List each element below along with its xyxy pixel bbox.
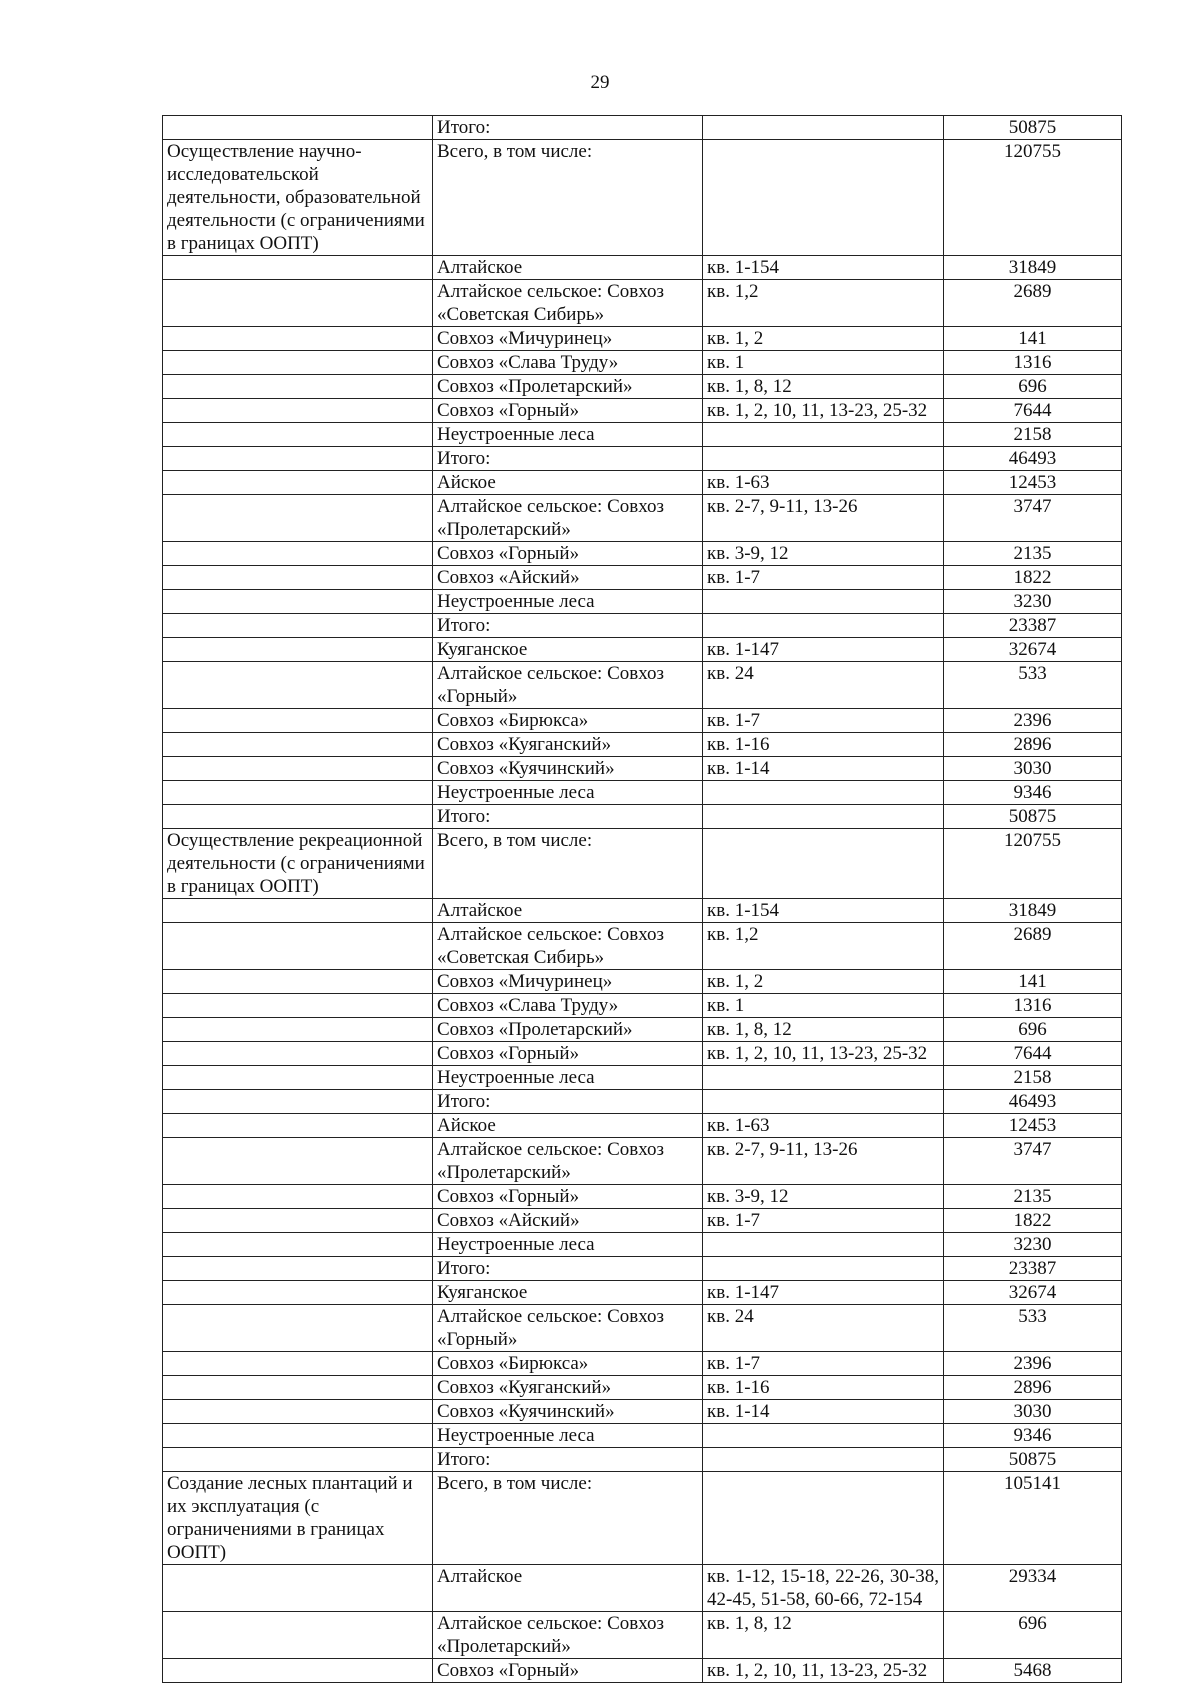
activity-cell-continuation [163, 1376, 433, 1400]
table-row [163, 1400, 1122, 1424]
area-cell: 50875 [944, 805, 1122, 829]
activity-cell-continuation [163, 1352, 433, 1376]
table-row [163, 351, 1122, 375]
forestry-cell: Алтайское [433, 1565, 703, 1612]
activity-cell-continuation [163, 1659, 433, 1683]
forestry-table [162, 115, 1122, 1683]
table-row [163, 1424, 1122, 1448]
forestry-cell: Совхоз «Слава Труду» [433, 351, 703, 375]
quarters-cell [703, 805, 944, 829]
area-cell: 23387 [944, 1257, 1122, 1281]
activity-cell-continuation [163, 1565, 433, 1612]
area-cell: 533 [944, 662, 1122, 709]
table-row [163, 1066, 1122, 1090]
quarters-cell [703, 1233, 944, 1257]
quarters-cell [703, 1424, 944, 1448]
area-cell: 1316 [944, 994, 1122, 1018]
quarters-cell [703, 829, 944, 899]
table-row [163, 662, 1122, 709]
table-row [163, 899, 1122, 923]
area-cell: 29334 [944, 1565, 1122, 1612]
quarters-cell: кв. 1, 2 [703, 327, 944, 351]
forestry-cell: Совхоз «Горный» [433, 399, 703, 423]
quarters-cell: кв. 1-7 [703, 566, 944, 590]
quarters-cell: кв. 1, 8, 12 [703, 375, 944, 399]
area-cell: 12453 [944, 1114, 1122, 1138]
area-cell: 7644 [944, 1042, 1122, 1066]
quarters-cell: кв. 1 [703, 994, 944, 1018]
area-cell: 1822 [944, 566, 1122, 590]
forestry-cell: Алтайское сельское: Совхоз «Пролетарский» [433, 1138, 703, 1185]
area-cell: 3030 [944, 1400, 1122, 1424]
forestry-cell: Неустроенные леса [433, 1233, 703, 1257]
table-body [163, 116, 1122, 1683]
table-row [163, 1233, 1122, 1257]
forestry-cell: Куяганское [433, 638, 703, 662]
forestry-cell: Алтайское сельское: Совхоз «Советская Сибирь» [433, 923, 703, 970]
quarters-cell: кв. 3-9, 12 [703, 542, 944, 566]
forestry-cell: Совхоз «Куячинский» [433, 1400, 703, 1424]
quarters-cell [703, 1472, 944, 1565]
quarters-cell: кв. 1-154 [703, 899, 944, 923]
activity-cell-continuation [163, 1185, 433, 1209]
area-cell: 2135 [944, 542, 1122, 566]
quarters-cell: кв. 1, 8, 12 [703, 1018, 944, 1042]
quarters-cell: кв. 1-7 [703, 1352, 944, 1376]
table-row [163, 733, 1122, 757]
activity-cell-continuation [163, 1305, 433, 1352]
activity-cell-continuation [163, 1090, 433, 1114]
table-row [163, 542, 1122, 566]
activity-cell-continuation [163, 638, 433, 662]
forestry-cell: Совхоз «Куяганский» [433, 1376, 703, 1400]
forestry-cell: Айское [433, 471, 703, 495]
area-cell: 105141 [944, 1472, 1122, 1565]
forestry-cell: Всего, в том числе: [433, 829, 703, 899]
forestry-cell: Алтайское сельское: Совхоз «Горный» [433, 1305, 703, 1352]
activity-cell-continuation [163, 805, 433, 829]
quarters-cell: кв. 1-147 [703, 1281, 944, 1305]
table-row [163, 1090, 1122, 1114]
quarters-cell: кв. 1, 2, 10, 11, 13-23, 25-32 [703, 399, 944, 423]
quarters-cell: кв. 1 [703, 351, 944, 375]
quarters-cell: кв. 2-7, 9-11, 13-26 [703, 495, 944, 542]
quarters-cell: кв. 1, 2, 10, 11, 13-23, 25-32 [703, 1042, 944, 1066]
forestry-cell: Неустроенные леса [433, 590, 703, 614]
area-cell: 120755 [944, 140, 1122, 256]
forestry-cell: Совхоз «Слава Труду» [433, 994, 703, 1018]
area-cell: 5468 [944, 1659, 1122, 1683]
page-number: 29 [590, 72, 610, 93]
area-cell: 3230 [944, 590, 1122, 614]
forestry-cell: Совхоз «Горный» [433, 542, 703, 566]
activity-cell-continuation [163, 1612, 433, 1659]
activity-cell-continuation [163, 447, 433, 471]
quarters-cell: кв. 1-63 [703, 471, 944, 495]
quarters-cell [703, 140, 944, 256]
table-row [163, 140, 1122, 256]
area-cell: 3030 [944, 757, 1122, 781]
area-cell: 120755 [944, 829, 1122, 899]
table-row [163, 709, 1122, 733]
forestry-cell: Неустроенные леса [433, 781, 703, 805]
quarters-cell [703, 1066, 944, 1090]
quarters-cell: кв. 1-16 [703, 1376, 944, 1400]
table-row [163, 1209, 1122, 1233]
table-row [163, 447, 1122, 471]
activity-cell-continuation [163, 1257, 433, 1281]
quarters-cell: кв. 1-12, 15-18, 22-26, 30-38, 42-45, 51-58, 60-66, 72-154 [703, 1565, 944, 1612]
activity-cell-continuation [163, 1018, 433, 1042]
forestry-cell: Неустроенные леса [433, 1424, 703, 1448]
area-cell: 23387 [944, 614, 1122, 638]
quarters-cell [703, 590, 944, 614]
area-cell: 2158 [944, 1066, 1122, 1090]
table-row [163, 1565, 1122, 1612]
quarters-cell [703, 781, 944, 805]
quarters-cell [703, 1257, 944, 1281]
table-row [163, 590, 1122, 614]
area-cell: 3230 [944, 1233, 1122, 1257]
forestry-cell: Алтайское сельское: Совхоз «Пролетарский» [433, 495, 703, 542]
activity-cell: Осуществление научно-исследовательской деятельности, образовательной деятельности (с ограничениями в границах ООПТ) [163, 140, 433, 256]
area-cell: 2158 [944, 423, 1122, 447]
activity-cell-continuation [163, 495, 433, 542]
area-cell: 696 [944, 375, 1122, 399]
table-row [163, 638, 1122, 662]
activity-cell-continuation [163, 709, 433, 733]
forestry-cell: Совхоз «Горный» [433, 1659, 703, 1683]
quarters-cell: кв. 1-147 [703, 638, 944, 662]
table-row [163, 1472, 1122, 1565]
activity-cell-continuation [163, 970, 433, 994]
table-row [163, 970, 1122, 994]
quarters-cell: кв. 1, 2 [703, 970, 944, 994]
forestry-cell: Айское [433, 1114, 703, 1138]
table-row [163, 1114, 1122, 1138]
forestry-cell: Алтайское сельское: Совхоз «Советская Сибирь» [433, 280, 703, 327]
table-row [163, 757, 1122, 781]
activity-cell-continuation [163, 994, 433, 1018]
quarters-cell: кв. 1, 8, 12 [703, 1612, 944, 1659]
area-cell: 1316 [944, 351, 1122, 375]
quarters-cell: кв. 1,2 [703, 280, 944, 327]
area-cell: 50875 [944, 116, 1122, 140]
activity-cell-continuation [163, 423, 433, 447]
forestry-cell: Совхоз «Мичуринец» [433, 970, 703, 994]
quarters-cell: кв. 1-154 [703, 256, 944, 280]
activity-cell-continuation [163, 1114, 433, 1138]
activity-cell-continuation [163, 1138, 433, 1185]
area-cell: 31849 [944, 899, 1122, 923]
quarters-cell: кв. 1-14 [703, 757, 944, 781]
forestry-cell: Итого: [433, 1257, 703, 1281]
activity-cell [163, 116, 433, 140]
activity-cell-continuation [163, 1066, 433, 1090]
activity-cell-continuation [163, 542, 433, 566]
table-row [163, 1352, 1122, 1376]
activity-cell-continuation [163, 399, 433, 423]
forestry-cell: Итого: [433, 116, 703, 140]
table-row [163, 471, 1122, 495]
quarters-cell [703, 1090, 944, 1114]
forestry-cell: Алтайское сельское: Совхоз «Пролетарский» [433, 1612, 703, 1659]
table-row [163, 1042, 1122, 1066]
forestry-cell: Итого: [433, 1090, 703, 1114]
area-cell: 696 [944, 1612, 1122, 1659]
table-row [163, 994, 1122, 1018]
forestry-cell: Алтайское [433, 899, 703, 923]
activity-cell-continuation [163, 614, 433, 638]
forestry-cell: Итого: [433, 1448, 703, 1472]
forestry-cell: Совхоз «Бирюкса» [433, 1352, 703, 1376]
table-row [163, 280, 1122, 327]
quarters-cell: кв. 3-9, 12 [703, 1185, 944, 1209]
forestry-cell: Совхоз «Бирюкса» [433, 709, 703, 733]
table-row [163, 256, 1122, 280]
activity-cell-continuation [163, 256, 433, 280]
quarters-cell [703, 1448, 944, 1472]
table-row [163, 1185, 1122, 1209]
activity-cell-continuation [163, 733, 433, 757]
table-row [163, 1376, 1122, 1400]
area-cell: 696 [944, 1018, 1122, 1042]
area-cell: 32674 [944, 1281, 1122, 1305]
table-row [163, 614, 1122, 638]
table-row [163, 116, 1122, 140]
area-cell: 141 [944, 970, 1122, 994]
table-row [163, 923, 1122, 970]
quarters-cell: кв. 24 [703, 662, 944, 709]
activity-cell: Создание лесных плантаций и их эксплуатация (с ограничениями в границах ООПТ) [163, 1472, 433, 1565]
forestry-cell: Совхоз «Пролетарский» [433, 375, 703, 399]
area-cell: 2689 [944, 280, 1122, 327]
quarters-cell [703, 614, 944, 638]
activity-cell-continuation [163, 1448, 433, 1472]
area-cell: 46493 [944, 1090, 1122, 1114]
area-cell: 3747 [944, 495, 1122, 542]
forestry-cell: Совхоз «Мичуринец» [433, 327, 703, 351]
quarters-cell [703, 116, 944, 140]
area-cell: 9346 [944, 1424, 1122, 1448]
activity-cell-continuation [163, 1209, 433, 1233]
forestry-cell: Совхоз «Куяганский» [433, 733, 703, 757]
activity-cell-continuation [163, 327, 433, 351]
activity-cell-continuation [163, 375, 433, 399]
activity-cell-continuation [163, 1233, 433, 1257]
area-cell: 2135 [944, 1185, 1122, 1209]
table-row [163, 1281, 1122, 1305]
quarters-cell: кв. 2-7, 9-11, 13-26 [703, 1138, 944, 1185]
area-cell: 50875 [944, 1448, 1122, 1472]
area-cell: 2689 [944, 923, 1122, 970]
quarters-cell: кв. 1-7 [703, 709, 944, 733]
activity-cell-continuation [163, 1281, 433, 1305]
activity-cell-continuation [163, 923, 433, 970]
quarters-cell: кв. 1-7 [703, 1209, 944, 1233]
quarters-cell: кв. 24 [703, 1305, 944, 1352]
area-cell: 2896 [944, 733, 1122, 757]
activity-cell-continuation [163, 471, 433, 495]
table-row [163, 1018, 1122, 1042]
area-cell: 533 [944, 1305, 1122, 1352]
forestry-cell: Всего, в том числе: [433, 1472, 703, 1565]
table-row [163, 1257, 1122, 1281]
area-cell: 7644 [944, 399, 1122, 423]
activity-cell-continuation [163, 1042, 433, 1066]
quarters-cell: кв. 1,2 [703, 923, 944, 970]
table-row [163, 1138, 1122, 1185]
area-cell: 3747 [944, 1138, 1122, 1185]
table-row [163, 781, 1122, 805]
forestry-cell: Всего, в том числе: [433, 140, 703, 256]
activity-cell-continuation [163, 781, 433, 805]
quarters-cell: кв. 1-14 [703, 1400, 944, 1424]
forestry-cell: Неустроенные леса [433, 423, 703, 447]
forestry-cell: Итого: [433, 805, 703, 829]
quarters-cell: кв. 1, 2, 10, 11, 13-23, 25-32 [703, 1659, 944, 1683]
table-row [163, 1612, 1122, 1659]
forestry-cell: Совхоз «Куячинский» [433, 757, 703, 781]
table-row [163, 1448, 1122, 1472]
activity-cell-continuation [163, 662, 433, 709]
area-cell: 141 [944, 327, 1122, 351]
area-cell: 46493 [944, 447, 1122, 471]
activity-cell-continuation [163, 899, 433, 923]
forestry-cell: Куяганское [433, 1281, 703, 1305]
activity-cell-continuation [163, 590, 433, 614]
table-row [163, 805, 1122, 829]
area-cell: 9346 [944, 781, 1122, 805]
table-row [163, 1659, 1122, 1683]
area-cell: 31849 [944, 256, 1122, 280]
table-row [163, 423, 1122, 447]
forestry-cell: Алтайское сельское: Совхоз «Горный» [433, 662, 703, 709]
forestry-cell: Итого: [433, 447, 703, 471]
table-row [163, 375, 1122, 399]
area-cell: 2396 [944, 709, 1122, 733]
quarters-cell [703, 423, 944, 447]
table-row [163, 399, 1122, 423]
area-cell: 1822 [944, 1209, 1122, 1233]
activity-cell-continuation [163, 1400, 433, 1424]
forestry-cell: Совхоз «Айский» [433, 1209, 703, 1233]
quarters-cell: кв. 1-63 [703, 1114, 944, 1138]
area-cell: 32674 [944, 638, 1122, 662]
forestry-cell: Совхоз «Пролетарский» [433, 1018, 703, 1042]
forestry-cell: Совхоз «Айский» [433, 566, 703, 590]
area-cell: 12453 [944, 471, 1122, 495]
quarters-cell: кв. 1-16 [703, 733, 944, 757]
area-cell: 2396 [944, 1352, 1122, 1376]
activity-cell-continuation [163, 351, 433, 375]
forestry-cell: Совхоз «Горный» [433, 1185, 703, 1209]
quarters-cell [703, 447, 944, 471]
activity-cell-continuation [163, 1424, 433, 1448]
forestry-cell: Совхоз «Горный» [433, 1042, 703, 1066]
table-row [163, 566, 1122, 590]
table-row [163, 829, 1122, 899]
forestry-cell: Итого: [433, 614, 703, 638]
activity-cell-continuation [163, 566, 433, 590]
area-cell: 2896 [944, 1376, 1122, 1400]
forestry-cell: Алтайское [433, 256, 703, 280]
forestry-cell: Неустроенные леса [433, 1066, 703, 1090]
table-row [163, 1305, 1122, 1352]
activity-cell: Осуществление рекреационной деятельности (с ограничениями в границах ООПТ) [163, 829, 433, 899]
table-row [163, 495, 1122, 542]
activity-cell-continuation [163, 280, 433, 327]
activity-cell-continuation [163, 757, 433, 781]
table-row [163, 327, 1122, 351]
